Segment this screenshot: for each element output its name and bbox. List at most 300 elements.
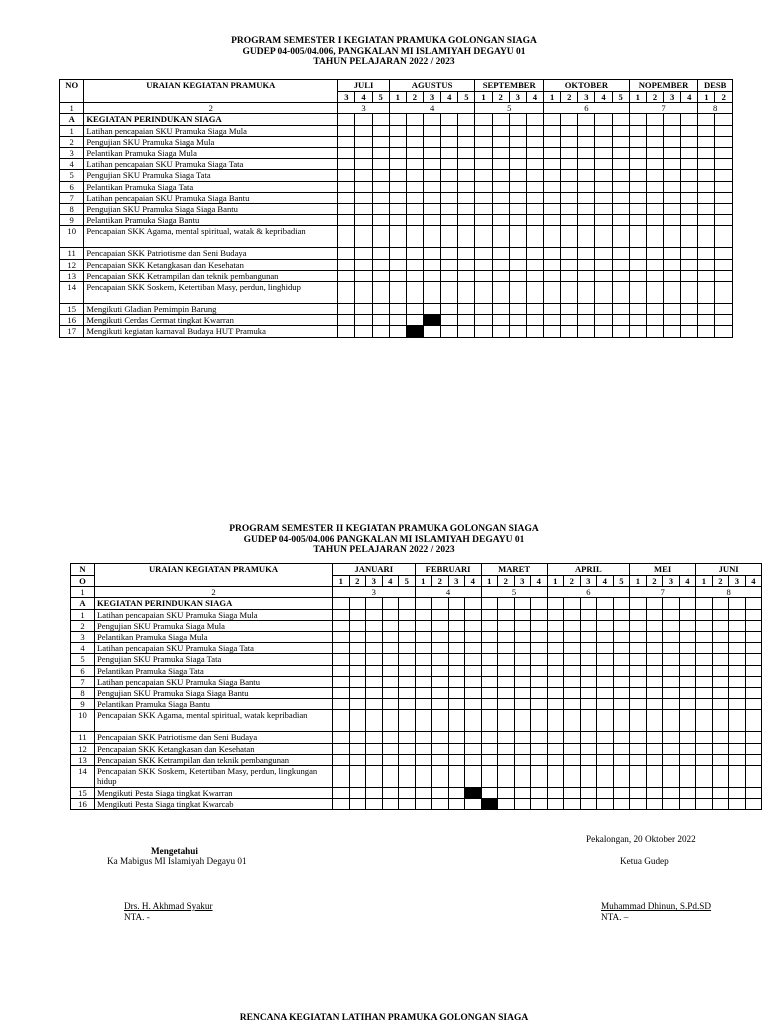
schedule-cell	[415, 754, 432, 765]
schedule-cell	[382, 732, 399, 743]
schedule-cell	[663, 665, 680, 676]
schedule-cell	[646, 799, 663, 810]
schedule-cell	[544, 125, 561, 136]
schedule-cell	[564, 676, 581, 687]
schedule-cell	[729, 676, 746, 687]
row-number: 17	[60, 326, 84, 337]
schedule-cell	[406, 226, 423, 248]
schedule-cell	[355, 270, 372, 281]
schedule-cell	[679, 688, 696, 699]
schedule-cell	[475, 282, 492, 304]
schedule-cell	[406, 114, 423, 125]
schedule-cell	[578, 204, 595, 215]
activity-description: Pelantikan Pramuka Siaga Bantu	[95, 699, 333, 710]
schedule-cell	[526, 326, 543, 337]
row-number: 15	[71, 788, 95, 799]
schedule-cell	[698, 315, 715, 326]
schedule-cell	[458, 125, 475, 136]
schedule-cell	[715, 215, 733, 226]
schedule-cell	[679, 609, 696, 620]
schedule-cell	[561, 215, 578, 226]
schedule-cell	[729, 743, 746, 754]
schedule-cell	[406, 259, 423, 270]
schedule-cell	[481, 643, 498, 654]
schedule-cell	[448, 676, 465, 687]
schedule-cell	[399, 710, 416, 732]
week-number: 5	[612, 92, 629, 103]
schedule-cell	[492, 215, 509, 226]
schedule-cell	[729, 766, 746, 788]
row-number: 1	[71, 609, 95, 620]
schedule-cell	[338, 259, 355, 270]
schedule-cell	[355, 159, 372, 170]
schedule-cell	[382, 743, 399, 754]
month-header: JUNI	[696, 564, 762, 576]
row-number: 5	[71, 654, 95, 665]
schedule-cell	[465, 732, 482, 743]
table-row	[60, 282, 733, 304]
activity-description: Pencapaian SKK Ketangkasan dan Kesehatan	[84, 259, 338, 270]
schedule-cell	[679, 710, 696, 732]
schedule-cell	[465, 710, 482, 732]
table-row	[60, 181, 733, 192]
schedule-cell	[406, 304, 423, 315]
schedule-cell	[415, 799, 432, 810]
schedule-cell	[698, 204, 715, 215]
schedule-cell	[630, 754, 647, 765]
schedule-cell	[597, 799, 614, 810]
schedule-cell	[458, 148, 475, 159]
schedule-cell	[712, 788, 729, 799]
schedule-cell	[492, 148, 509, 159]
schedule-cell	[612, 215, 629, 226]
schedule-cell	[448, 643, 465, 654]
schedule-cell	[712, 665, 729, 676]
schedule-cell	[349, 632, 366, 643]
schedule-cell	[578, 125, 595, 136]
row-number: 11	[71, 732, 95, 743]
schedule-cell	[492, 159, 509, 170]
activity-description: Mengikuti kegiatan karnaval Budaya HUT Pramuka	[84, 326, 338, 337]
scheduled-week-marker	[465, 788, 482, 799]
schedule-cell	[509, 326, 526, 337]
schedule-cell	[399, 799, 416, 810]
schedule-cell	[406, 125, 423, 136]
schedule-cell	[629, 282, 646, 304]
schedule-cell	[544, 259, 561, 270]
activity-description: Pengujian SKU Pramuka Siaga Mula	[95, 620, 333, 631]
schedule-cell	[595, 270, 612, 281]
schedule-cell	[441, 125, 458, 136]
schedule-cell	[498, 665, 515, 676]
schedule-cell	[630, 654, 647, 665]
schedule-cell	[564, 799, 581, 810]
schedule-cell	[547, 799, 564, 810]
schedule-cell	[580, 688, 597, 699]
schedule-cell	[349, 688, 366, 699]
schedule-cell	[475, 136, 492, 147]
schedule-cell	[715, 192, 733, 203]
colnum-no: 1	[60, 103, 84, 114]
schedule-cell	[698, 326, 715, 337]
schedule-cell	[415, 743, 432, 754]
schedule-cell	[432, 609, 449, 620]
schedule-cell	[712, 743, 729, 754]
row-number: 13	[71, 754, 95, 765]
schedule-cell	[355, 215, 372, 226]
schedule-cell	[629, 226, 646, 248]
schedule-cell	[389, 304, 406, 315]
schedule-cell	[681, 125, 698, 136]
schedule-cell	[681, 215, 698, 226]
schedule-cell	[544, 326, 561, 337]
table-row	[60, 248, 733, 259]
schedule-cell	[715, 204, 733, 215]
schedule-cell	[745, 632, 762, 643]
activity-description: Pencapaian SKK Ketrampilan dan teknik pembangunan	[84, 270, 338, 281]
schedule-cell	[355, 315, 372, 326]
schedule-cell	[492, 114, 509, 125]
week-number: 1	[475, 92, 492, 103]
schedule-cell	[612, 270, 629, 281]
schedule-cell	[578, 270, 595, 281]
schedule-cell	[578, 259, 595, 270]
schedule-cell	[681, 282, 698, 304]
table-row	[60, 148, 733, 159]
schedule-cell	[664, 282, 681, 304]
schedule-cell	[613, 743, 630, 754]
mengetahui-label: Mengetahui	[151, 846, 198, 856]
schedule-cell	[448, 766, 465, 788]
schedule-cell	[465, 665, 482, 676]
schedule-cell	[612, 226, 629, 248]
schedule-cell	[597, 732, 614, 743]
schedule-cell	[646, 315, 663, 326]
schedule-cell	[382, 620, 399, 631]
schedule-cell	[646, 699, 663, 710]
schedule-cell	[458, 282, 475, 304]
schedule-cell	[526, 248, 543, 259]
month-header: FEBRUARI	[415, 564, 481, 576]
week-number: 2	[498, 576, 515, 587]
header-no-cont: O	[71, 576, 95, 587]
week-number: 1	[696, 576, 713, 587]
schedule-cell	[382, 598, 399, 609]
schedule-cell	[333, 754, 350, 765]
schedule-cell	[399, 732, 416, 743]
schedule-cell	[424, 259, 441, 270]
schedule-cell	[629, 304, 646, 315]
table-row	[71, 609, 762, 620]
row-number: 10	[71, 710, 95, 732]
schedule-cell	[458, 259, 475, 270]
week-number: 4	[441, 92, 458, 103]
schedule-cell	[498, 754, 515, 765]
schedule-cell	[399, 766, 416, 788]
schedule-cell	[561, 226, 578, 248]
schedule-cell	[612, 248, 629, 259]
schedule-cell	[338, 192, 355, 203]
schedule-cell	[526, 192, 543, 203]
week-number: 1	[544, 92, 561, 103]
week-number: 4	[465, 576, 482, 587]
table-row	[60, 215, 733, 226]
schedule-cell	[531, 632, 548, 643]
schedule-cell	[448, 609, 465, 620]
schedule-cell	[664, 226, 681, 248]
schedule-cell	[544, 248, 561, 259]
schedule-cell	[561, 326, 578, 337]
schedule-cell	[613, 665, 630, 676]
schedule-cell	[389, 204, 406, 215]
schedule-cell	[382, 766, 399, 788]
schedule-cell	[715, 159, 733, 170]
schedule-cell	[595, 248, 612, 259]
schedule-cell	[696, 699, 713, 710]
schedule-cell	[629, 170, 646, 181]
schedule-cell	[366, 710, 383, 732]
schedule-cell	[531, 598, 548, 609]
schedule-cell	[406, 159, 423, 170]
schedule-cell	[465, 620, 482, 631]
schedule-cell	[481, 732, 498, 743]
week-number: 1	[415, 576, 432, 587]
schedule-cell	[492, 248, 509, 259]
schedule-cell	[514, 654, 531, 665]
week-number: 2	[646, 92, 663, 103]
schedule-cell	[698, 270, 715, 281]
schedule-cell	[333, 799, 350, 810]
schedule-cell	[679, 699, 696, 710]
schedule-cell	[696, 688, 713, 699]
row-number: 13	[60, 270, 84, 281]
schedule-cell	[415, 665, 432, 676]
schedule-cell	[745, 654, 762, 665]
schedule-cell	[696, 632, 713, 643]
schedule-cell	[578, 181, 595, 192]
schedule-cell	[338, 215, 355, 226]
schedule-cell	[681, 170, 698, 181]
schedule-cell	[498, 688, 515, 699]
colnum-month: 6	[547, 587, 630, 598]
semester1-title-line3: TAHUN PELAJARAN 2022 / 2023	[313, 57, 455, 67]
schedule-cell	[646, 654, 663, 665]
week-number: 2	[564, 576, 581, 587]
schedule-cell	[441, 170, 458, 181]
schedule-cell	[612, 136, 629, 147]
week-number: 5	[372, 92, 389, 103]
week-number: 1	[481, 576, 498, 587]
schedule-cell	[696, 654, 713, 665]
schedule-cell	[597, 665, 614, 676]
schedule-cell	[492, 170, 509, 181]
schedule-cell	[372, 259, 389, 270]
schedule-cell	[712, 799, 729, 810]
schedule-cell	[349, 799, 366, 810]
schedule-cell	[509, 148, 526, 159]
schedule-cell	[338, 170, 355, 181]
schedule-cell	[578, 248, 595, 259]
schedule-cell	[531, 732, 548, 743]
schedule-cell	[382, 699, 399, 710]
schedule-cell	[612, 204, 629, 215]
schedule-cell	[745, 754, 762, 765]
schedule-cell	[664, 148, 681, 159]
schedule-cell	[389, 259, 406, 270]
schedule-cell	[698, 248, 715, 259]
schedule-cell	[333, 743, 350, 754]
schedule-cell	[406, 136, 423, 147]
schedule-cell	[613, 688, 630, 699]
schedule-cell	[547, 609, 564, 620]
schedule-cell	[564, 654, 581, 665]
schedule-cell	[561, 282, 578, 304]
schedule-cell	[580, 676, 597, 687]
schedule-cell	[681, 270, 698, 281]
schedule-cell	[663, 654, 680, 665]
schedule-cell	[526, 159, 543, 170]
schedule-cell	[338, 248, 355, 259]
schedule-cell	[630, 732, 647, 743]
schedule-cell	[681, 259, 698, 270]
row-number: 9	[71, 699, 95, 710]
row-number: 5	[60, 170, 84, 181]
schedule-cell	[715, 304, 733, 315]
schedule-cell	[663, 766, 680, 788]
schedule-cell	[612, 259, 629, 270]
schedule-cell	[355, 181, 372, 192]
schedule-cell	[679, 665, 696, 676]
schedule-cell	[424, 304, 441, 315]
schedule-cell	[612, 282, 629, 304]
table-row	[71, 688, 762, 699]
schedule-cell	[564, 598, 581, 609]
schedule-cell	[595, 181, 612, 192]
schedule-cell	[715, 326, 733, 337]
schedule-cell	[366, 676, 383, 687]
schedule-cell	[580, 609, 597, 620]
schedule-cell	[698, 192, 715, 203]
schedule-cell	[399, 609, 416, 620]
schedule-cell	[333, 598, 350, 609]
schedule-cell	[389, 159, 406, 170]
table-row	[71, 766, 762, 788]
schedule-cell	[646, 598, 663, 609]
week-number: 4	[679, 576, 696, 587]
schedule-cell	[338, 270, 355, 281]
activity-description: Mengikuti Gladian Pemimpin Barung	[84, 304, 338, 315]
schedule-cell	[729, 654, 746, 665]
schedule-cell	[646, 114, 663, 125]
colnum-month: 8	[696, 587, 762, 598]
schedule-cell	[729, 754, 746, 765]
schedule-cell	[406, 204, 423, 215]
table-row	[60, 259, 733, 270]
schedule-cell	[715, 282, 733, 304]
month-header: DESB	[698, 80, 733, 92]
schedule-cell	[382, 643, 399, 654]
schedule-cell	[441, 215, 458, 226]
table-row	[71, 665, 762, 676]
schedule-cell	[475, 215, 492, 226]
schedule-cell	[492, 181, 509, 192]
schedule-cell	[389, 226, 406, 248]
schedule-cell	[646, 620, 663, 631]
schedule-cell	[715, 181, 733, 192]
week-number: 4	[597, 576, 614, 587]
schedule-cell	[514, 643, 531, 654]
week-number: 2	[715, 92, 733, 103]
schedule-cell	[475, 114, 492, 125]
row-number: 6	[71, 665, 95, 676]
colnum-month: 3	[333, 587, 416, 598]
schedule-cell	[715, 248, 733, 259]
schedule-cell	[514, 620, 531, 631]
schedule-cell	[338, 114, 355, 125]
schedule-cell	[475, 192, 492, 203]
schedule-cell	[745, 598, 762, 609]
table-row	[71, 788, 762, 799]
schedule-cell	[389, 181, 406, 192]
schedule-cell	[698, 181, 715, 192]
schedule-cell	[681, 181, 698, 192]
schedule-cell	[580, 654, 597, 665]
row-number: 7	[60, 192, 84, 203]
schedule-cell	[509, 259, 526, 270]
schedule-cell	[338, 315, 355, 326]
schedule-cell	[646, 282, 663, 304]
schedule-cell	[646, 710, 663, 732]
schedule-cell	[338, 125, 355, 136]
schedule-cell	[646, 125, 663, 136]
schedule-cell	[646, 136, 663, 147]
semester2-table	[70, 563, 762, 810]
schedule-cell	[729, 665, 746, 676]
schedule-cell	[547, 732, 564, 743]
schedule-cell	[333, 732, 350, 743]
schedule-cell	[564, 688, 581, 699]
row-number: 2	[71, 620, 95, 631]
schedule-cell	[646, 170, 663, 181]
schedule-cell	[481, 754, 498, 765]
schedule-cell	[561, 125, 578, 136]
schedule-cell	[646, 215, 663, 226]
schedule-cell	[561, 270, 578, 281]
week-number: 3	[729, 576, 746, 587]
schedule-cell	[509, 282, 526, 304]
schedule-cell	[696, 732, 713, 743]
schedule-cell	[355, 125, 372, 136]
schedule-cell	[580, 743, 597, 754]
schedule-cell	[712, 676, 729, 687]
schedule-cell	[465, 643, 482, 654]
left-role: Ka Mabigus MI Islamiyah Degayu 01	[107, 856, 247, 866]
schedule-cell	[613, 699, 630, 710]
schedule-cell	[597, 754, 614, 765]
schedule-cell	[698, 159, 715, 170]
row-number: 11	[60, 248, 84, 259]
schedule-cell	[595, 226, 612, 248]
schedule-cell	[514, 799, 531, 810]
schedule-cell	[646, 754, 663, 765]
schedule-cell	[475, 204, 492, 215]
schedule-cell	[498, 788, 515, 799]
schedule-cell	[597, 743, 614, 754]
schedule-cell	[544, 170, 561, 181]
schedule-cell	[745, 799, 762, 810]
schedule-cell	[465, 654, 482, 665]
schedule-cell	[389, 215, 406, 226]
